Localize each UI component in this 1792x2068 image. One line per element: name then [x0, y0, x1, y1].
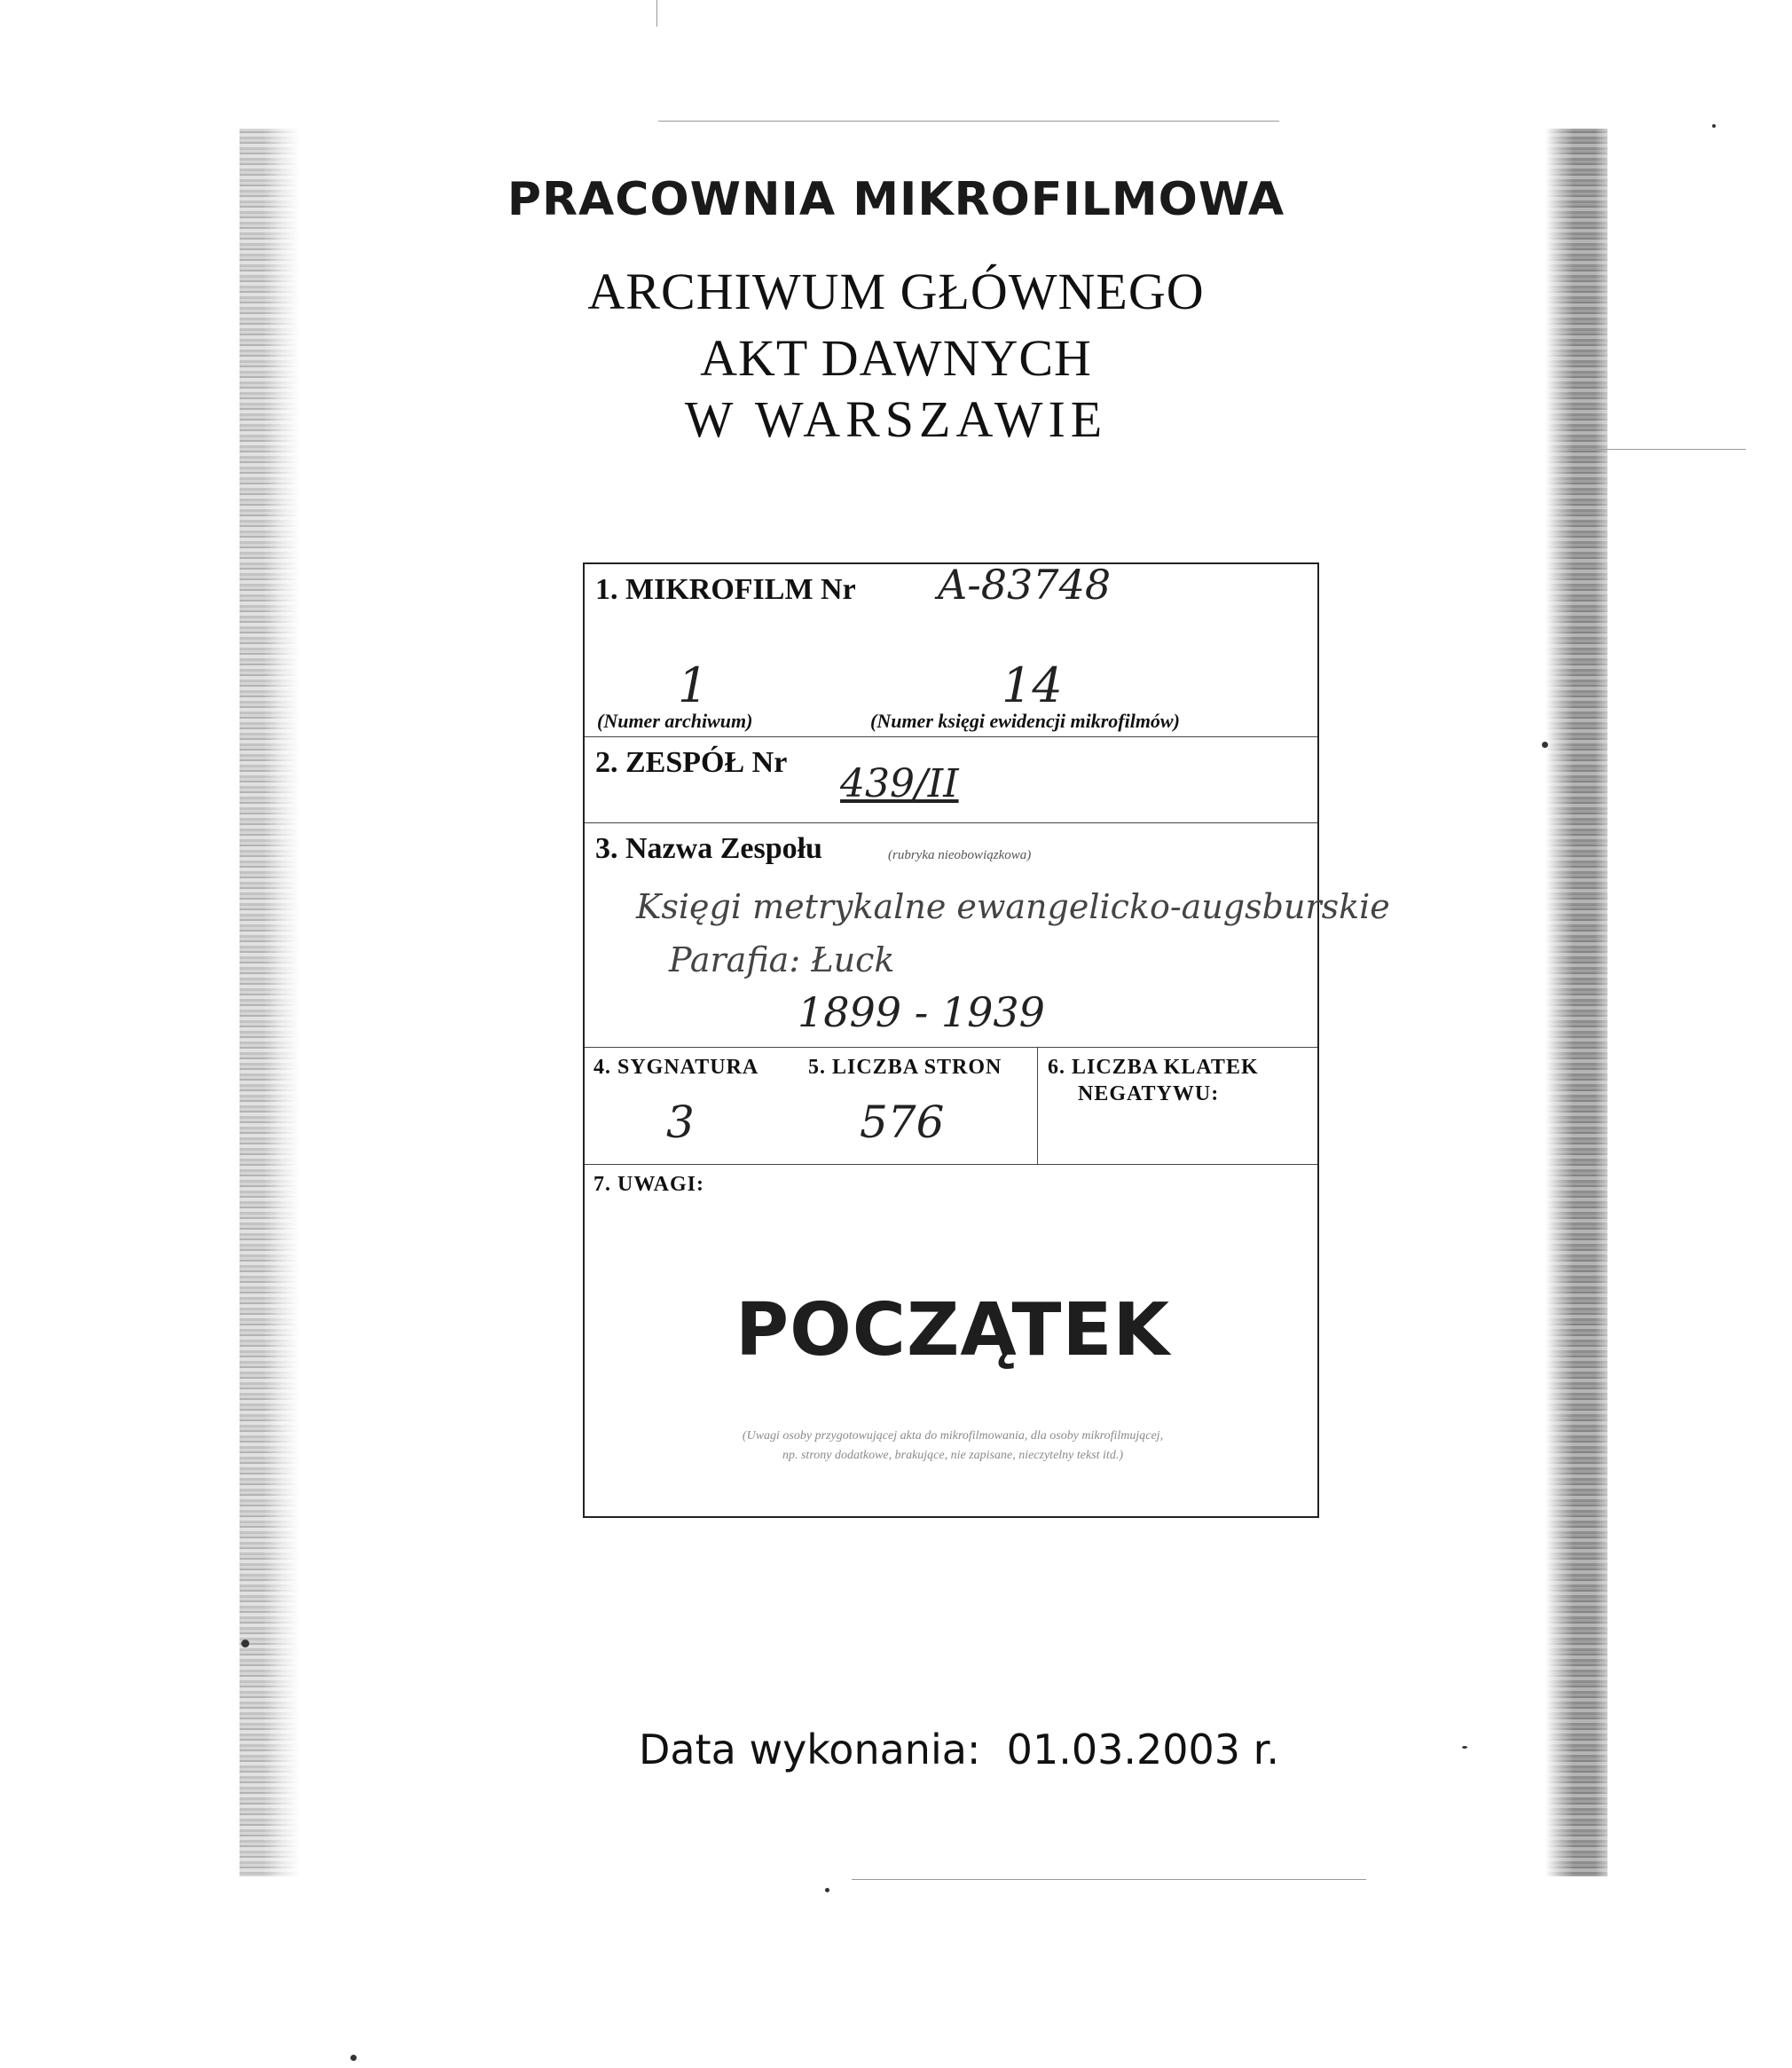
- remarks-fine-print: [598, 1427, 1308, 1466]
- header-line-3-cropped: [0, 390, 1792, 448]
- execution-date-value: 01.03.2003 r.: [1006, 1726, 1279, 1773]
- microfilm-form: [583, 561, 1390, 1518]
- column-divider: [1037, 1047, 1038, 1164]
- header-line-2: AKT DAWNYCH: [700, 329, 1092, 387]
- remarks-fine-print-line-2: np. strony dodatkowe, brakujące, nie zapisane, nieczytelny tekst itd.): [782, 1449, 1123, 1462]
- film-edge-right: [1545, 129, 1607, 1876]
- register-number-caption: (Numer księgi ewidencji mikrofilmów): [870, 710, 1180, 732]
- remarks-fine-print-line-1: (Uwagi osoby przygotowującej akta do mikrofilmowania, dla osoby mikrofilmującej,: [742, 1429, 1164, 1443]
- field-3-note: (rubryka nieobowiązkowa): [888, 848, 1032, 862]
- scan-speck: [1542, 742, 1548, 748]
- scan-speck: [1712, 124, 1716, 128]
- field-2-value: 439/II: [840, 761, 959, 806]
- field-3-value-line-3: 1899 - 1939: [798, 988, 1045, 1036]
- archive-number-value: 1: [678, 657, 709, 713]
- field-3-label: 3. Nazwa Zespołu: [595, 832, 822, 865]
- execution-date: [639, 1726, 1279, 1773]
- field-3-value-line-1: Księgi metrykalne ewangelicko-augsburskie: [636, 887, 1390, 926]
- field-7-label: 7. UWAGI:: [593, 1173, 705, 1196]
- scan-speck: [241, 1639, 249, 1647]
- scan-scratch: [658, 121, 1279, 122]
- scan-speck: [825, 1888, 829, 1892]
- row-divider: [585, 822, 1317, 823]
- execution-date-label: Data wykonania:: [639, 1726, 981, 1773]
- row-divider: [585, 736, 1317, 737]
- header-line-1: ARCHIWUM GŁÓWNEGO: [587, 263, 1205, 320]
- scan-scratch: [1568, 449, 1746, 450]
- row-divider: [585, 1164, 1317, 1165]
- field-6-label-line-1: 6. LICZBA KLATEK: [1048, 1056, 1259, 1079]
- scan-speck: [1462, 1746, 1467, 1749]
- field-4-label: 4. SYGNATURA: [593, 1056, 759, 1079]
- header-title: PRACOWNIA MIKROFILMOWA: [507, 173, 1285, 226]
- poczatek-stamp: POCZĄTEK: [735, 1288, 1171, 1372]
- field-1-label: 1. MIKROFILM Nr: [595, 573, 856, 606]
- header-line-3: W WARSZAWIE: [684, 390, 1108, 448]
- field-4-value: 3: [666, 1097, 695, 1148]
- field-2-label: 2. ZESPÓŁ Nr: [595, 746, 788, 779]
- field-3-value-line-2: Parafia: Łuck: [669, 940, 895, 979]
- archive-number-caption: (Numer archiwum): [597, 710, 753, 732]
- row-divider: [585, 1047, 1317, 1048]
- field-5-label: 5. LICZBA STRON: [808, 1056, 1002, 1079]
- register-number-value: 14: [1002, 657, 1063, 713]
- field-5-value: 576: [860, 1097, 945, 1148]
- scan-speck: [350, 2055, 357, 2061]
- scan-scratch: [656, 0, 657, 27]
- field-6-label-line-2: NEGATYWU:: [1078, 1082, 1220, 1105]
- scan-scratch: [852, 1879, 1366, 1880]
- field-1-value: A-83748: [938, 561, 1112, 609]
- film-edge-left: [240, 129, 300, 1876]
